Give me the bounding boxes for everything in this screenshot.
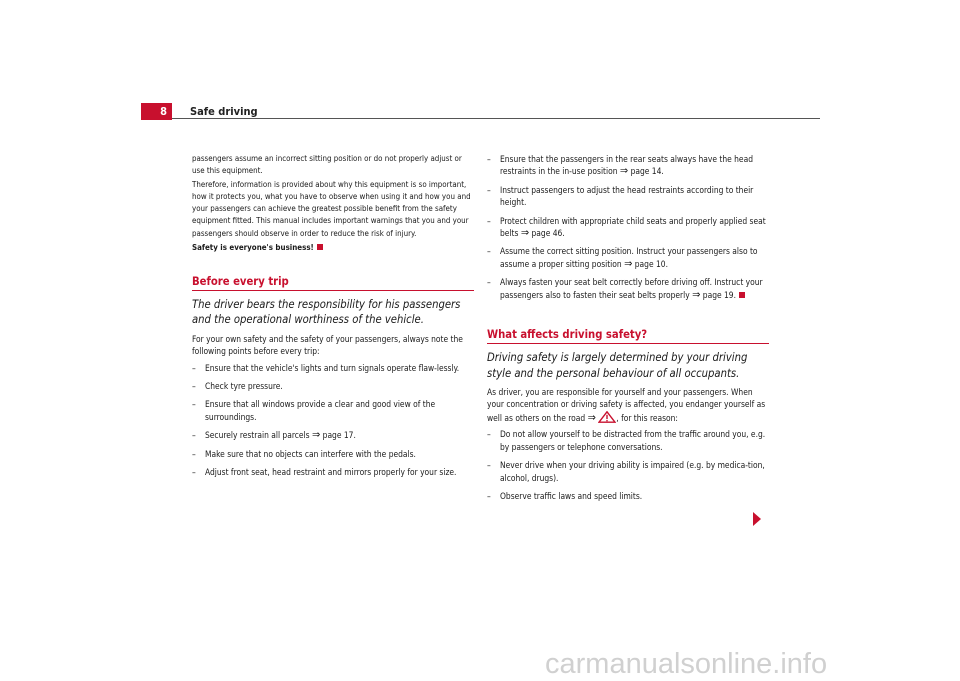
page-reference[interactable]: page 19. <box>702 289 736 300</box>
reference-arrow-icon: ⇒ <box>692 287 701 301</box>
reference-arrow-icon: ⇒ <box>520 226 530 240</box>
section-rule <box>192 290 474 291</box>
running-title: Safe driving <box>190 105 258 118</box>
reference-arrow-icon: ⇒ <box>624 256 633 270</box>
reference-arrow-icon: ⇒ <box>587 410 596 424</box>
list-item: – Ensure that the vehicle's lights and turn signals operate flaw-lessly. <box>192 362 460 373</box>
intro-paragraph-2: Therefore, information is provided about why this equipment is so important, how it protects you, what you have to observe when using it and how you and your passengers can achieve the greatest possible benefit from the safety equipment fitted. This manual includes important warnings that you and your passengers should observe in order to reduce the risk of injury. <box>192 180 471 238</box>
page-reference[interactable]: page 10. <box>634 258 668 269</box>
page-reference[interactable]: page 17. <box>322 430 356 441</box>
section-heading-before-trip: Before every trip <box>192 274 289 288</box>
right-column <box>487 153 769 508</box>
section-lead: The driver bears the responsibility for his passengers and the operational worthiness of the vehicle. <box>192 297 461 327</box>
list-item: – Make sure that no objects can interfere with the pedals. <box>192 448 416 459</box>
page-reference[interactable]: page 46. <box>531 228 565 239</box>
list-item: – Check tyre pressure. <box>192 380 283 391</box>
list-item: – Instruct passengers to adjust the head restraints according to their height. <box>487 184 754 208</box>
list-item: – Protect children with appropriate child seats and properly applied seat belts ⇒ page 46. <box>487 215 766 240</box>
list-item: – Assume the correct sitting position. Instruct your passengers also to assume a proper sitting position ⇒ page 10. <box>487 246 758 270</box>
section-lead: Driving safety is largely determined by your driving style and the personal behaviour of all occupants. <box>487 351 748 380</box>
list-item: – Never drive when your driving ability is impaired (e.g. by medica-tion, alcohol, drugs). <box>487 460 765 483</box>
end-mark-icon <box>317 244 323 250</box>
safety-statement: Safety is everyone's business! <box>192 242 314 252</box>
list-item: – Adjust front seat, head restraint and mirrors properly for your size. <box>192 467 457 477</box>
reference-arrow-icon: ⇒ <box>619 164 629 178</box>
reference-arrow-icon: ⇒ <box>311 428 321 442</box>
section-rule <box>487 343 769 344</box>
watermark: carmanualsonline.info <box>545 648 828 680</box>
list-item: – Ensure that the passengers in the rear seats always have the head restraints in the in-use position ⇒ page 14. <box>487 154 753 178</box>
left-column <box>192 153 474 484</box>
list-item: – Ensure that all windows provide a clear and good view of the surroundings. <box>192 399 436 422</box>
page-reference[interactable]: page 14. <box>630 166 664 177</box>
section-paragraph: For your own safety and the safety of your passengers, always note the following points before every trip: <box>192 333 463 357</box>
next-page-arrow-icon[interactable] <box>753 512 761 526</box>
list-item: – Do not allow yourself to be distracted from the traffic around you, e.g. by passengers or telephone conversations. <box>487 429 766 452</box>
header-rule <box>172 118 820 119</box>
intro-paragraph-3 <box>192 242 474 254</box>
end-mark-icon <box>739 292 745 298</box>
page-number: 8 <box>141 103 172 120</box>
section-heading-driving-safety: What affects driving safety? <box>487 328 648 342</box>
list-item: – Securely restrain all parcels ⇒ page 17. <box>192 428 356 442</box>
intro-paragraph-1: passengers assume an incorrect sitting position or do not properly adjust or use this equipment. <box>192 154 462 176</box>
list-item: – Always fasten your seat belt correctly before driving off. Instruct your passengers also to fasten their seat belts properly ⇒ page 19. <box>487 277 763 301</box>
section-paragraph: As driver, you are responsible for yourself and your passengers. When your concentration or driving safety is affected, you endanger yourself as well as others on the road ⇒ , for this reason: <box>487 387 766 424</box>
warning-triangle-icon[interactable] <box>598 411 616 423</box>
list-item: – Observe traffic laws and speed limits. <box>487 490 643 501</box>
